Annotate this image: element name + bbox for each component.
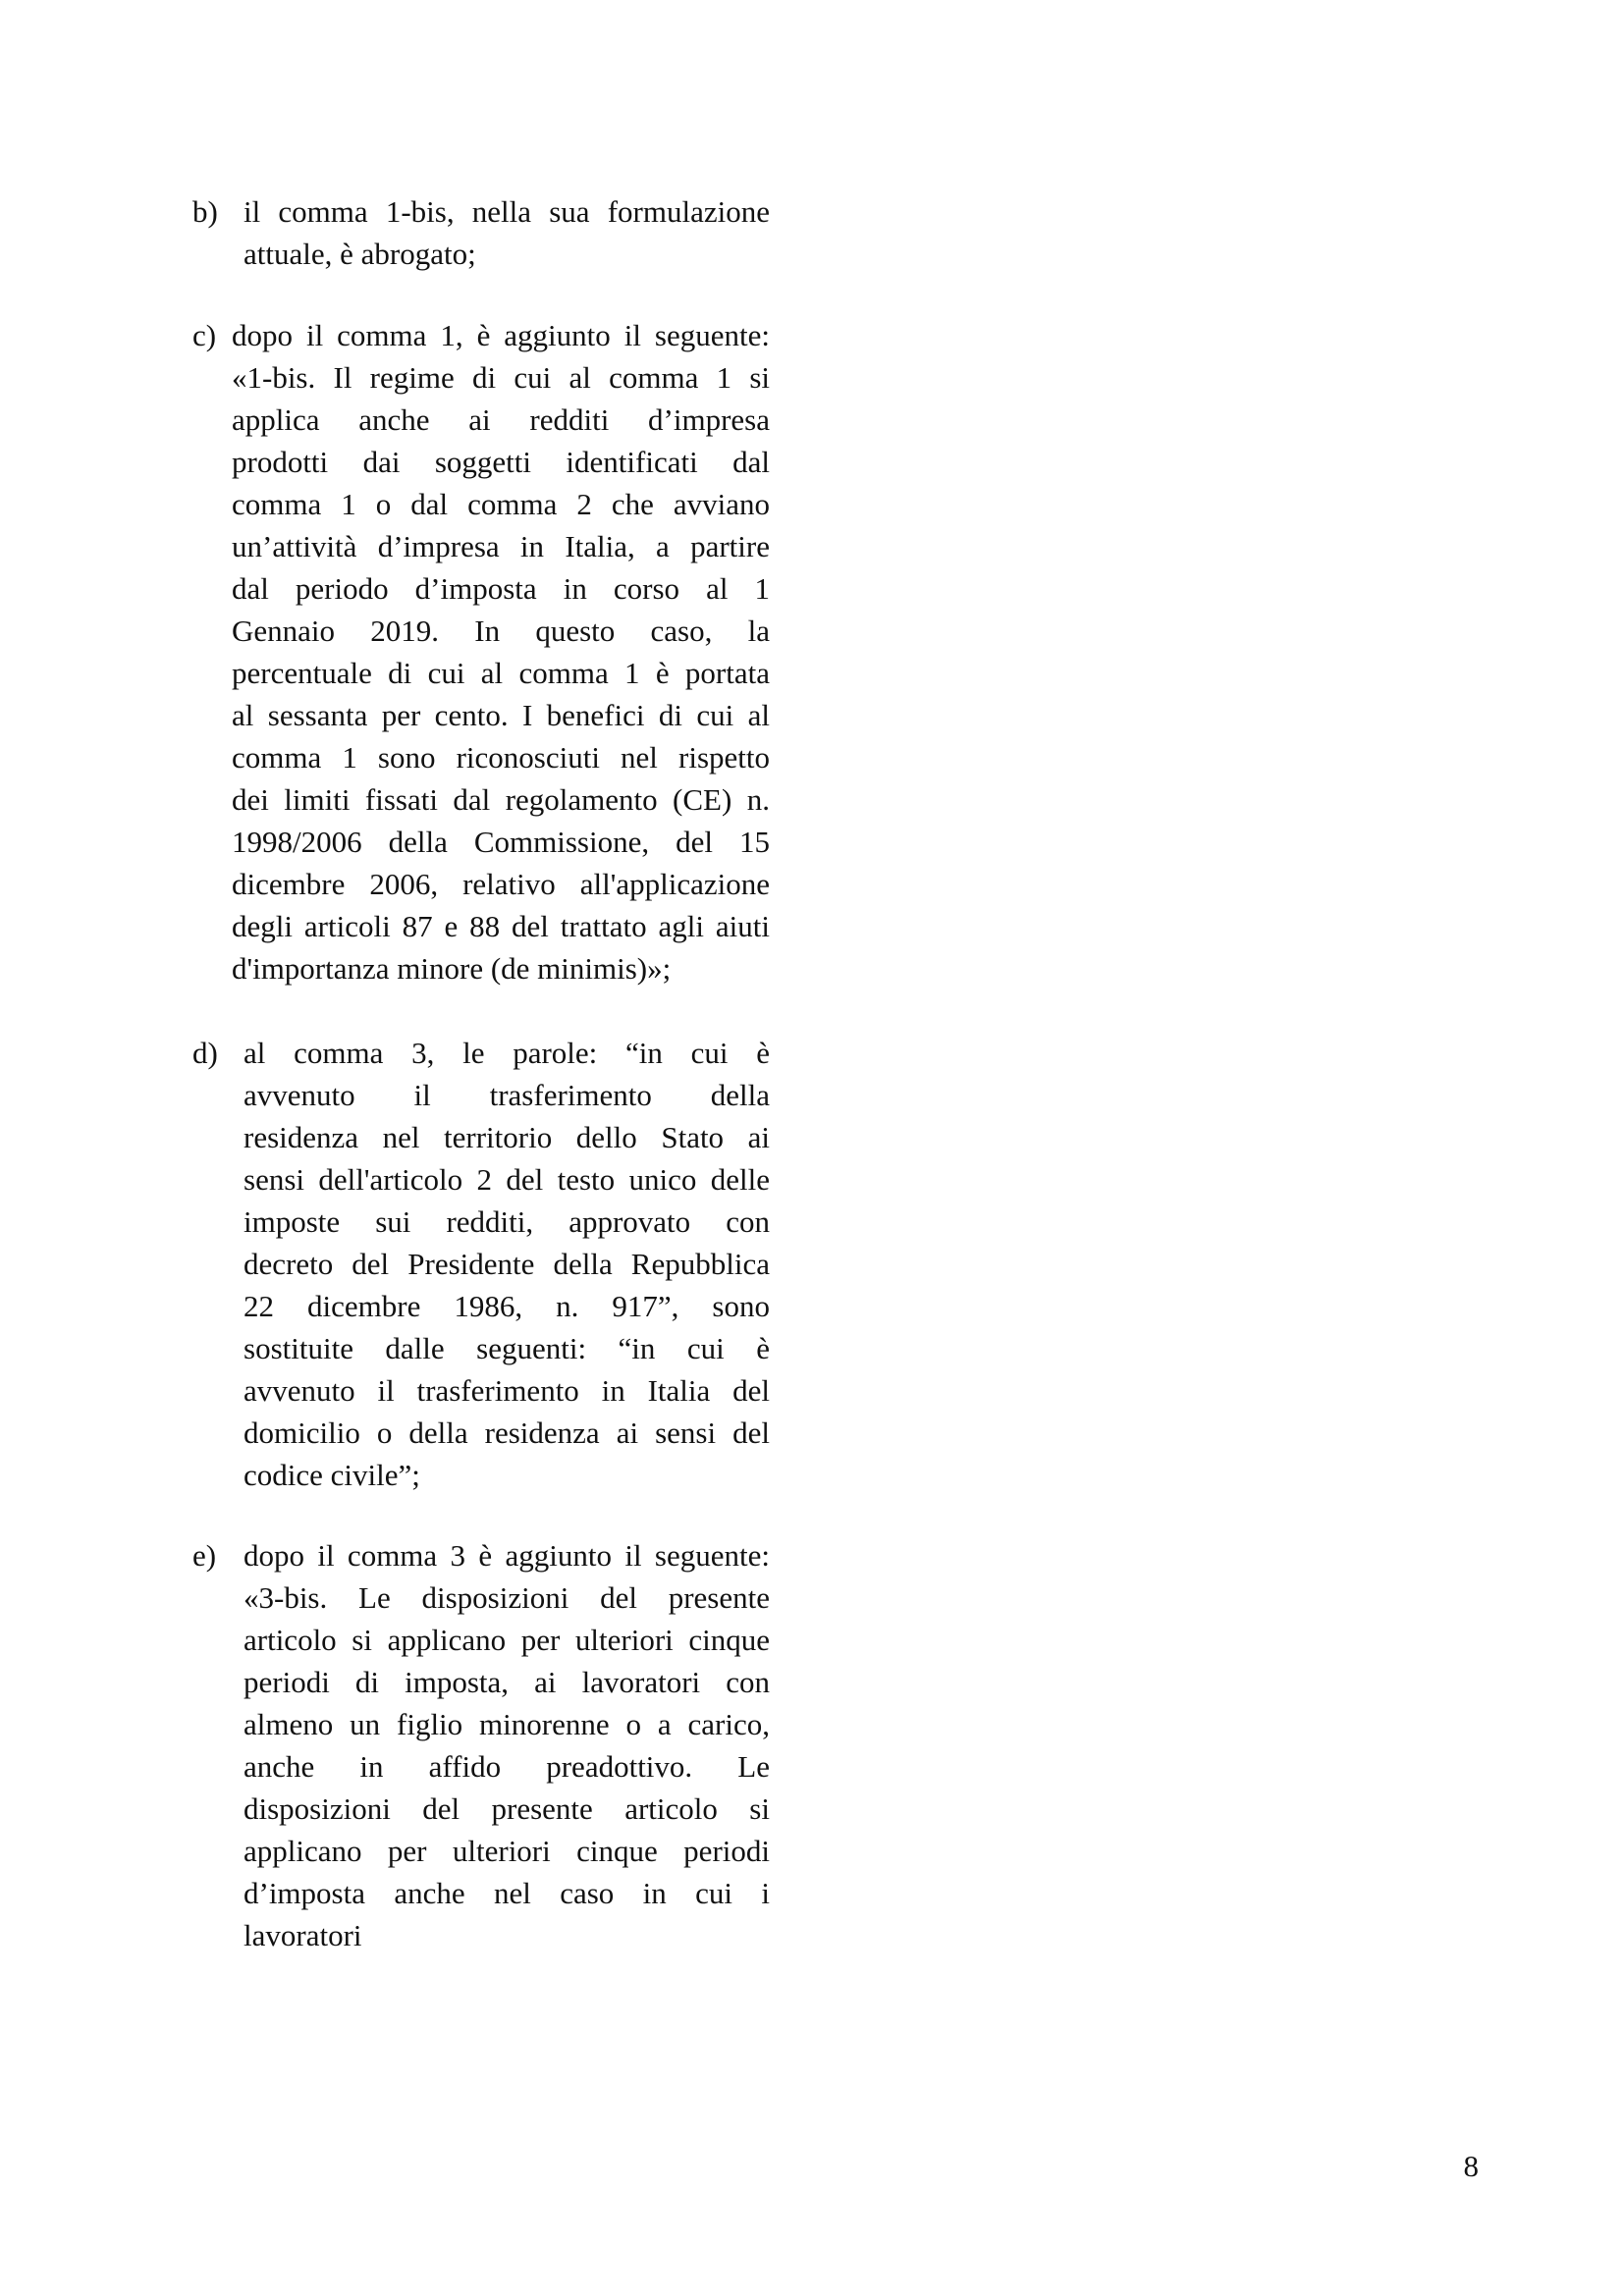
text-line: comma 1 o dal comma 2 che avviano xyxy=(232,487,770,521)
text-line: almeno un figlio minorenne o a carico, xyxy=(244,1707,770,1741)
text-line: applicano per ulteriori cinque periodi xyxy=(244,1834,770,1868)
text-line: avvenuto il trasferimento della xyxy=(244,1078,770,1112)
text-line: 1998/2006 della Commissione, del 15 xyxy=(232,825,770,859)
text-line: imposte sui redditi, approvato con xyxy=(244,1204,770,1239)
text-line: avvenuto il trasferimento in Italia del xyxy=(244,1373,770,1408)
text-line: periodi di imposta, ai lavoratori con xyxy=(244,1665,770,1699)
text-line: un’attività d’impresa in Italia, a partire xyxy=(232,529,770,563)
text-line: dicembre 2006, relativo all'applicazione xyxy=(232,867,770,901)
text-line: «1-bis. Il regime di cui al comma 1 si xyxy=(232,360,770,395)
list-item-e xyxy=(192,1534,770,1956)
text-line: prodotti dai soggetti identificati dal xyxy=(232,445,770,479)
page-number: 8 xyxy=(1463,2149,1479,2183)
text-line: attuale, è abrogato; xyxy=(244,237,476,271)
list-marker-e: e) xyxy=(192,1538,217,1573)
text-line: lavoratori xyxy=(244,1918,362,1952)
list-marker-b: b) xyxy=(192,194,218,229)
text-line: il comma 1-bis, nella sua formulazione xyxy=(244,194,770,229)
text-line: anche in affido preadottivo. Le xyxy=(244,1749,770,1784)
text-line: 22 dicembre 1986, n. 917”, sono xyxy=(244,1289,770,1323)
list-item-b xyxy=(192,190,770,275)
list-item-d xyxy=(192,1032,770,1496)
text-line: dei limiti fissati dal regolamento (CE) n. xyxy=(232,782,770,817)
text-line: d'importanza minore (de minimis)»; xyxy=(232,951,672,986)
text-line: applica anche ai redditi d’impresa xyxy=(232,402,770,437)
text-line: domicilio o della residenza ai sensi del xyxy=(244,1415,770,1450)
text-line-italic-bis: «3-bis. Le disposizioni del presente xyxy=(244,1580,770,1615)
text-line: disposizioni del presente articolo si xyxy=(244,1791,770,1826)
text-line: comma 1 sono riconosciuti nel rispetto xyxy=(232,740,770,774)
text-line: dal periodo d’imposta in corso al 1 xyxy=(232,571,770,606)
list-item-c xyxy=(192,314,770,989)
text-line: sensi dell'articolo 2 del testo unico delle xyxy=(244,1162,770,1197)
text-line: sostituite dalle seguenti: “in cui è xyxy=(244,1331,770,1365)
text-line: codice civile”; xyxy=(244,1458,420,1492)
list-marker-c: c) xyxy=(192,318,217,352)
text-line: decreto del Presidente della Repubblica xyxy=(244,1247,770,1281)
list-item-e-text xyxy=(244,1534,770,1956)
text-line: Gennaio 2019. In questo caso, la xyxy=(232,614,770,648)
text-line: residenza nel territorio dello Stato ai xyxy=(244,1120,770,1154)
text-line: articolo si applicano per ulteriori cinque xyxy=(244,1623,770,1657)
text-line: percentuale di cui al comma 1 è portata xyxy=(232,656,770,690)
text-line: al comma 3, le parole: “in cui è xyxy=(244,1036,770,1070)
list-item-b-text xyxy=(244,190,770,275)
list-item-d-text xyxy=(244,1032,770,1496)
text-line: d’imposta anche nel caso in cui i xyxy=(244,1876,770,1910)
text-line: al sessanta per cento. I benefici di cui al xyxy=(232,698,770,732)
text-line: dopo il comma 1, è aggiunto il seguente: xyxy=(232,318,770,352)
text-line: degli articoli 87 e 88 del trattato agli aiuti xyxy=(232,909,770,943)
list-item-c-text xyxy=(232,314,770,989)
list-marker-d: d) xyxy=(192,1036,218,1070)
text-line: dopo il comma 3 è aggiunto il seguente: xyxy=(244,1538,770,1573)
